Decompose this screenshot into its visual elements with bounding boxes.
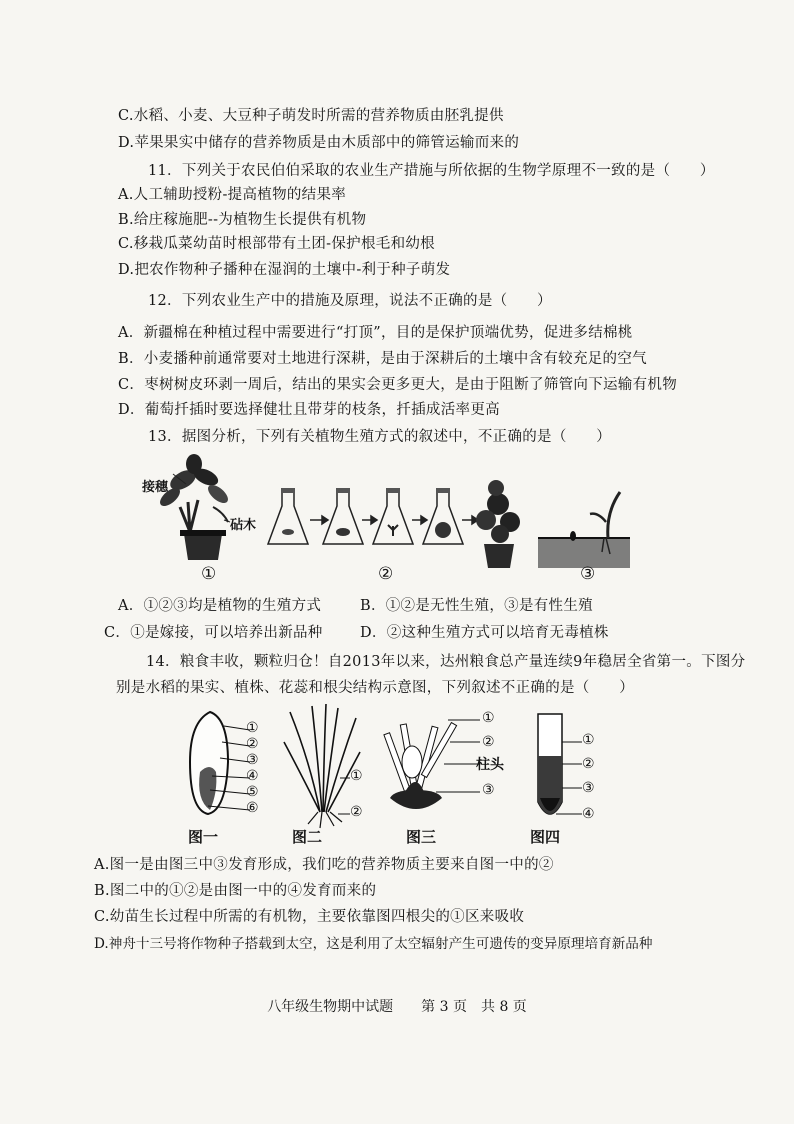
q11-option-b: B.给庄稼施肥--为植物生长提供有机物 — [118, 212, 367, 228]
q13-option-d: D．②这种生殖方式可以培育无毒植株 — [360, 625, 609, 641]
fig13-label-3: ③ — [580, 564, 596, 584]
fig4-label-3: ③ — [582, 780, 595, 796]
q14-option-b: B.图二中的①②是由图一中的④发育而来的 — [94, 883, 377, 899]
q11-option-d: D.把农作物种子播种在湿润的土壤中-利于种子萌发 — [118, 262, 451, 278]
fig1-label-5: ⑤ — [246, 784, 259, 800]
grafting-plant-illustration — [157, 454, 231, 560]
q14-option-a: A.图一是由图三中③发育形成，我们吃的营养物质主要来自图一中的② — [94, 857, 554, 873]
q13-option-c: C．①是嫁接，可以培养出新品种 — [104, 625, 323, 641]
potted-seedling-illustration — [476, 480, 520, 568]
fig1-label-3: ③ — [246, 752, 259, 768]
fig3-caption: 图三 — [406, 828, 437, 846]
fig3-label-1: ① — [482, 710, 495, 726]
q11-option-c: C.移栽瓜菜幼苗时根部带有土团-保护根毛和幼根 — [118, 236, 435, 252]
fig13-label-1: ① — [201, 564, 217, 584]
q13-stem: 13．据图分析，下列有关植物生殖方式的叙述中，不正确的是（ ） — [148, 429, 612, 445]
q12-option-a: A．新疆棉在种植过程中需要进行“打顶”，目的是保护顶端优势，促进多结棉桃 — [118, 325, 633, 341]
q12-stem: 12．下列农业生产中的措施及原理，说法不正确的是（ ） — [148, 293, 552, 309]
q13-option-b: B．①②是无性生殖，③是有性生殖 — [360, 598, 593, 614]
rice-flower-diagram — [384, 720, 480, 809]
q14-stem-line2: 别是水稻的果实、植株、花蕊和根尖结构示意图，下列叙述不正确的是（ ） — [116, 680, 634, 696]
fig3-label-2: ② — [482, 734, 495, 750]
fig1-label-4: ④ — [246, 768, 259, 784]
fig1-label-1: ① — [246, 720, 259, 736]
fig1-label-2: ② — [246, 736, 259, 752]
page-footer: 八年级生物期中试题 第 3 页 共 8 页 — [267, 999, 527, 1015]
q14-option-d: D.神舟十三号将作物种子搭载到太空，这是利用了太空辐射产生可遗传的变异原理培育新品种 — [94, 936, 653, 952]
fig4-label-4: ④ — [582, 806, 595, 822]
fig2-caption: 图二 — [292, 828, 323, 846]
scion-label: 接穗 — [142, 480, 169, 495]
rice-plant-diagram — [284, 704, 360, 828]
q12-option-b: B．小麦播种前通常要对土地进行深耕，是由于深耕后的土壤中含有较充足的空气 — [118, 351, 647, 367]
rootstock-label: 砧木 — [230, 518, 257, 533]
fig4-label-2: ② — [582, 756, 595, 772]
q11-option-a: A.人工辅助授粉-提高植物的结果率 — [118, 187, 347, 203]
fig1-label-6: ⑥ — [246, 800, 259, 816]
q14-figure — [180, 702, 620, 852]
fig4-label-1: ① — [582, 732, 595, 748]
q14-stem-line1: 14．粮食丰收，颗粒归仓！自2013年以来，达州粮食总产量连续9年稳居全省第一。下图分 — [146, 654, 746, 670]
q12-option-d: D．葡萄扦插时要选择健壮且带芽的枝条，扦插成活率更高 — [118, 402, 500, 418]
q14-option-c: C.幼苗生长过程中所需的有机物，主要依靠图四根尖的①区来吸收 — [94, 909, 525, 925]
stigma-label: 柱头 — [476, 757, 504, 773]
fig2-label-1: ① — [350, 768, 363, 784]
fig3-label-3: ③ — [482, 782, 495, 798]
fig2-label-2: ② — [350, 804, 363, 820]
fig13-label-2: ② — [378, 564, 394, 584]
q10-option-d: D.苹果果实中储存的营养物质是由木质部中的筛管运输而来的 — [118, 135, 520, 151]
q12-option-c: C．枣树树皮环剥一周后，结出的果实会更多更大，是由于阻断了筛管向下运输有机物 — [118, 377, 677, 393]
fig1-caption: 图一 — [188, 828, 219, 846]
root-tip-diagram — [538, 714, 582, 814]
q13-option-a: A．①②③均是植物的生殖方式 — [118, 598, 322, 614]
seed-germination-illustration — [538, 492, 630, 568]
rice-grain-diagram — [190, 712, 250, 814]
q10-option-c: C.水稻、小麦、大豆种子萌发时所需的营养物质由胚乳提供 — [118, 108, 504, 124]
tissue-culture-flasks — [268, 488, 463, 544]
fig4-caption: 图四 — [530, 828, 561, 846]
q13-figure — [128, 452, 648, 592]
q11-stem: 11．下列关于农民伯伯采取的农业生产措施与所依据的生物学原理不一致的是（ ） — [148, 163, 715, 179]
